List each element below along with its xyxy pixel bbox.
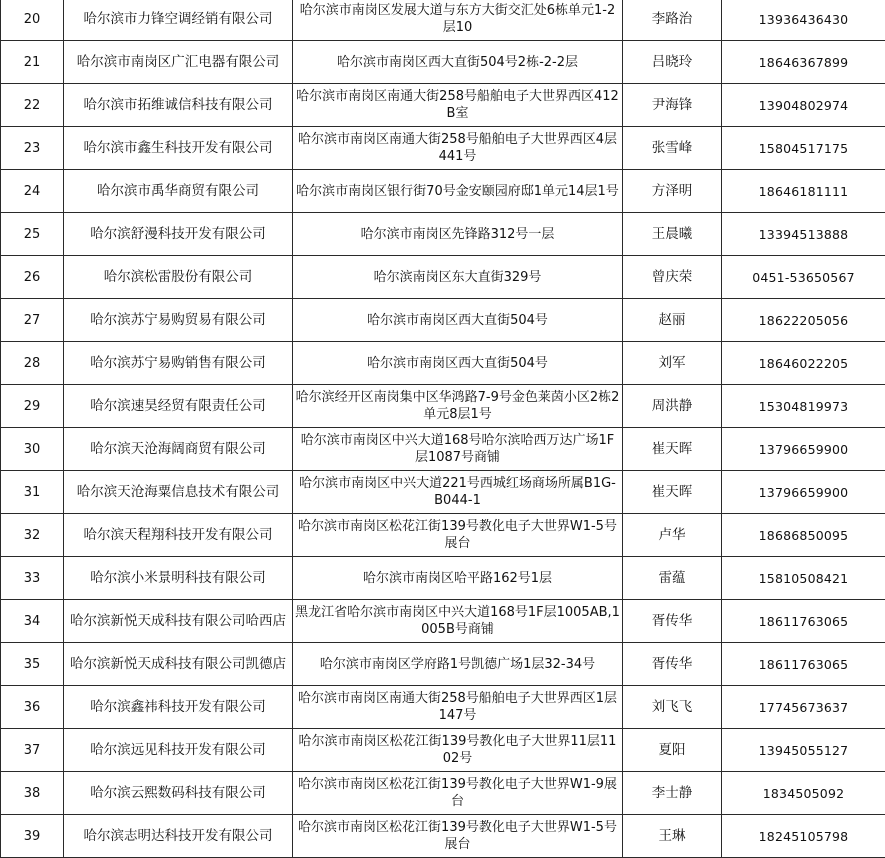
table-row — [1, 686, 885, 729]
address: 哈尔滨市南岗区先锋路312号一层 — [293, 213, 623, 256]
table-row — [1, 170, 885, 213]
address: 哈尔滨南岗区东大直街329号 — [293, 256, 623, 299]
address: 哈尔滨市南岗区松花江街139号教化电子大世界W1-9展台 — [293, 772, 623, 815]
row-number: 27 — [1, 299, 64, 342]
company-name: 哈尔滨市力锋空调经销有限公司 — [64, 0, 293, 41]
row-number: 34 — [1, 600, 64, 643]
address: 哈尔滨市南岗区哈平路162号1层 — [293, 557, 623, 600]
company-name: 哈尔滨新悦天成科技有限公司哈西店 — [64, 600, 293, 643]
row-number: 25 — [1, 213, 64, 256]
phone-number: 15804517175 — [722, 127, 885, 170]
contact-person: 刘飞飞 — [623, 686, 722, 729]
contact-person: 胥传华 — [623, 643, 722, 686]
phone-number: 0451-53650567 — [722, 256, 885, 299]
contact-person: 崔天晖 — [623, 428, 722, 471]
phone-number: 13394513888 — [722, 213, 885, 256]
address: 哈尔滨市南岗区南通大街258号船舶电子大世界西区412B室 — [293, 84, 623, 127]
table-row — [1, 643, 885, 686]
company-name: 哈尔滨松雷股份有限公司 — [64, 256, 293, 299]
contact-person: 周洪静 — [623, 385, 722, 428]
phone-number: 18646367899 — [722, 41, 885, 84]
phone-number: 17745673637 — [722, 686, 885, 729]
contact-person: 方泽明 — [623, 170, 722, 213]
row-number: 38 — [1, 772, 64, 815]
contact-person: 吕晓玲 — [623, 41, 722, 84]
row-number: 23 — [1, 127, 64, 170]
company-name: 哈尔滨天沧海阔商贸有限公司 — [64, 428, 293, 471]
contact-person: 李路治 — [623, 0, 722, 41]
company-name: 哈尔滨速昊经贸有限责任公司 — [64, 385, 293, 428]
phone-number: 15304819973 — [722, 385, 885, 428]
address: 哈尔滨市南岗区西大直街504号2栋-2-2层 — [293, 41, 623, 84]
row-number: 22 — [1, 84, 64, 127]
contact-person: 张雪峰 — [623, 127, 722, 170]
table-body — [1, 0, 885, 858]
table-row — [1, 256, 885, 299]
table-row — [1, 0, 885, 41]
phone-number: 13796659900 — [722, 428, 885, 471]
contact-person: 王琳 — [623, 815, 722, 858]
address: 黑龙江省哈尔滨市南岗区中兴大道168号1F层1005AB,1005B号商铺 — [293, 600, 623, 643]
phone-number: 15810508421 — [722, 557, 885, 600]
company-name: 哈尔滨鑫祎科技开发有限公司 — [64, 686, 293, 729]
address: 哈尔滨市南岗区中兴大道168号哈尔滨哈西万达广场1F层1087号商铺 — [293, 428, 623, 471]
address: 哈尔滨市南岗区中兴大道221号西城红场商场所属B1G-B044-1 — [293, 471, 623, 514]
table-row — [1, 127, 885, 170]
row-number: 32 — [1, 514, 64, 557]
contact-person: 赵丽 — [623, 299, 722, 342]
row-number: 36 — [1, 686, 64, 729]
row-number: 29 — [1, 385, 64, 428]
table-row — [1, 41, 885, 84]
table-row — [1, 557, 885, 600]
address: 哈尔滨市南岗区松花江街139号教化电子大世界W1-5号展台 — [293, 514, 623, 557]
table-row — [1, 600, 885, 643]
phone-number: 13904802974 — [722, 84, 885, 127]
company-name: 哈尔滨云熙数码科技有限公司 — [64, 772, 293, 815]
address: 哈尔滨市南岗区发展大道与东方大街交汇处6栋单元1-2层10 — [293, 0, 623, 41]
table-row — [1, 213, 885, 256]
phone-number: 18611763065 — [722, 600, 885, 643]
row-number: 37 — [1, 729, 64, 772]
contact-person: 崔天晖 — [623, 471, 722, 514]
address: 哈尔滨市南岗区松花江街139号教化电子大世界11层1102号 — [293, 729, 623, 772]
address: 哈尔滨经开区南岗集中区华鸿路7-9号金色莱茵小区2栋2单元8层1号 — [293, 385, 623, 428]
table-row — [1, 342, 885, 385]
company-name: 哈尔滨市禹华商贸有限公司 — [64, 170, 293, 213]
company-name: 哈尔滨天程翔科技开发有限公司 — [64, 514, 293, 557]
address: 哈尔滨市南岗区西大直街504号 — [293, 342, 623, 385]
address: 哈尔滨市南岗区松花江街139号教化电子大世界W1-5号展台 — [293, 815, 623, 858]
company-name: 哈尔滨苏宁易购贸易有限公司 — [64, 299, 293, 342]
address: 哈尔滨市南岗区南通大街258号船舶电子大世界西区4层441号 — [293, 127, 623, 170]
contact-person: 卢华 — [623, 514, 722, 557]
phone-number: 18686850095 — [722, 514, 885, 557]
company-name: 哈尔滨天沧海粟信息技术有限公司 — [64, 471, 293, 514]
contact-person: 雷蕴 — [623, 557, 722, 600]
phone-number: 13796659900 — [722, 471, 885, 514]
contact-person: 李士静 — [623, 772, 722, 815]
phone-number: 18611763065 — [722, 643, 885, 686]
table-row — [1, 729, 885, 772]
row-number: 26 — [1, 256, 64, 299]
phone-number: 13945055127 — [722, 729, 885, 772]
contact-person: 曾庆荣 — [623, 256, 722, 299]
contact-person: 王晨曦 — [623, 213, 722, 256]
contact-person: 胥传华 — [623, 600, 722, 643]
table-row — [1, 299, 885, 342]
company-name: 哈尔滨远见科技开发有限公司 — [64, 729, 293, 772]
phone-number: 18646022205 — [722, 342, 885, 385]
row-number: 20 — [1, 0, 64, 41]
table-row — [1, 514, 885, 557]
row-number: 39 — [1, 815, 64, 858]
phone-number: 18245105798 — [722, 815, 885, 858]
company-name: 哈尔滨新悦天成科技有限公司凯德店 — [64, 643, 293, 686]
table-row — [1, 84, 885, 127]
company-name: 哈尔滨舒漫科技开发有限公司 — [64, 213, 293, 256]
table-row — [1, 428, 885, 471]
row-number: 35 — [1, 643, 64, 686]
phone-number: 13936436430 — [722, 0, 885, 41]
contact-person: 尹海锋 — [623, 84, 722, 127]
table-row — [1, 815, 885, 858]
address: 哈尔滨市南岗区学府路1号凯德广场1层32-34号 — [293, 643, 623, 686]
phone-number: 18646181111 — [722, 170, 885, 213]
company-name: 哈尔滨小米景明科技有限公司 — [64, 557, 293, 600]
company-name: 哈尔滨市鑫生科技开发有限公司 — [64, 127, 293, 170]
row-number: 30 — [1, 428, 64, 471]
company-name: 哈尔滨志明达科技开发有限公司 — [64, 815, 293, 858]
row-number: 21 — [1, 41, 64, 84]
company-name: 哈尔滨市拓维诚信科技有限公司 — [64, 84, 293, 127]
company-name: 哈尔滨市南岗区广汇电器有限公司 — [64, 41, 293, 84]
address: 哈尔滨市南岗区银行街70号金安颐园府邸1单元14层1号 — [293, 170, 623, 213]
row-number: 28 — [1, 342, 64, 385]
address: 哈尔滨市南岗区西大直街504号 — [293, 299, 623, 342]
contact-person: 夏阳 — [623, 729, 722, 772]
address: 哈尔滨市南岗区南通大街258号船舶电子大世界西区1层147号 — [293, 686, 623, 729]
phone-number: 1834505092 — [722, 772, 885, 815]
table-row — [1, 385, 885, 428]
table-row — [1, 471, 885, 514]
table-row — [1, 772, 885, 815]
row-number: 33 — [1, 557, 64, 600]
contact-person: 刘军 — [623, 342, 722, 385]
phone-number: 18622205056 — [722, 299, 885, 342]
company-name: 哈尔滨苏宁易购销售有限公司 — [64, 342, 293, 385]
row-number: 24 — [1, 170, 64, 213]
row-number: 31 — [1, 471, 64, 514]
